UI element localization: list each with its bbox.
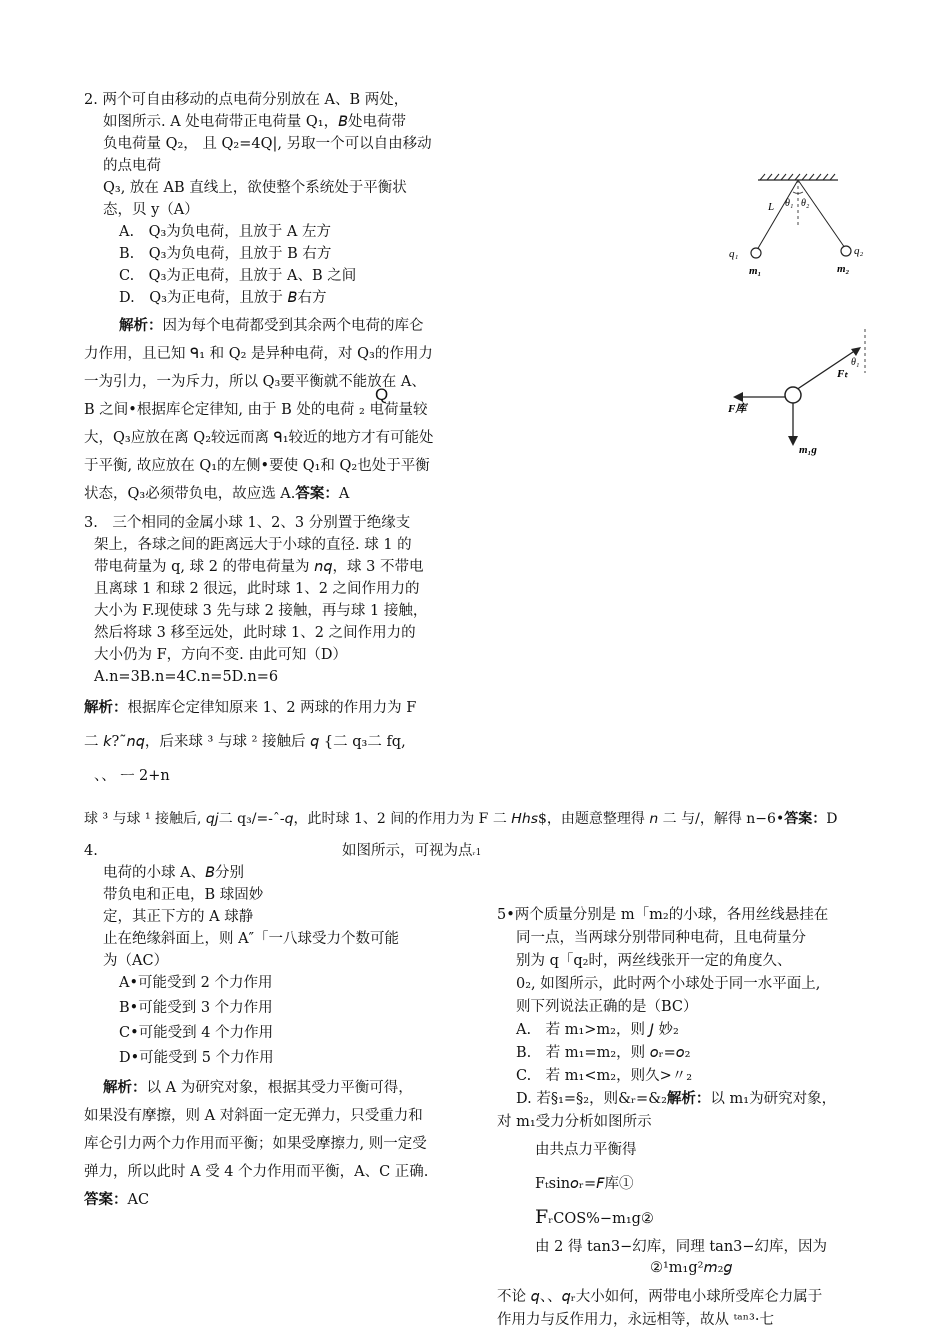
q2-option-d: D. Q₃为正电荷，且放于 𝘉右方 [119, 290, 327, 306]
q2-analysis-last [84, 483, 349, 505]
q5-eq-line4: ②¹m₁g²𝘮₂𝘨 [650, 1260, 733, 1276]
q3-stem-line: 且离球 1 和球 2 很远，此时球 1、2 之间作用力的 [94, 581, 420, 597]
q5-analysis-label: 解析： [666, 1090, 711, 1107]
q4-analysis-line: 库仑引力两个力作用而平衡；如果受摩擦力, 则一定受 [84, 1136, 427, 1152]
q2-stem-line: 负电荷量 Q₂， 且 Q₂=4Q|, 另取一个可以自由移动 [103, 136, 432, 152]
gravity-arrowhead [788, 436, 798, 446]
q3-analysis-text: 根据库仑定律知原来 1、2 两球的作用力为 F [127, 700, 417, 716]
q4-option-c: C•可能受到 4 个力作用 [119, 1025, 274, 1041]
q2-float-q: Q [375, 385, 389, 404]
q5-option-c: C. 若 m₁<m₂，则久>〃₂ [516, 1068, 693, 1084]
q5-eq2-rest: ᵣCOS%−m₁g② [548, 1211, 654, 1227]
q2-analysis-text: 状态，Q₃必须带负电，故应选 A. [84, 486, 296, 502]
q2-stem-line: 如图所示. A 处电荷带正电荷量 Q₁，𝘉处电荷带 [103, 114, 407, 130]
q4-analysis-label: 解析： [103, 1079, 147, 1096]
q3-formula-text: 球 ³ 与球 ¹ 接触后, 𝘲𝘫二 q₃/=-ˆ-𝘲，此时球 1、2 间的作用力为 F 二 𝘏𝘩𝘴$，由题意整理得 𝘯 二 与/，解得 n−6• [84, 811, 785, 827]
q4-option-b: B•可能受到 3 个力作用 [119, 1000, 273, 1016]
q5-tail-line: 作用力与反作用力，永远相等，故从 ᵗᵃⁿ³·七 [497, 1312, 774, 1328]
ball-2 [841, 246, 851, 256]
q4-answer-line [84, 1189, 149, 1211]
left-thread [757, 180, 798, 250]
q5-eq-intro: 由共点力平衡得 [535, 1142, 637, 1158]
q4-stem-line: 电荷的小球 A、𝘉分别 [103, 865, 245, 881]
q5-eq1: Fₜsin𝘰ᵣ=𝘍库① [535, 1176, 634, 1192]
label-L: L [768, 201, 775, 213]
label-ft: Fₜ [837, 368, 848, 380]
q4-stem-line: 带负电和正电，B 球固妙 [103, 887, 264, 903]
q5-stem-line: 同一点，当两球分别带同种电荷，且电荷量分 [516, 930, 806, 946]
q3-options: A.n=3B.n=4C.n=5D.n=6 [94, 669, 279, 685]
label-theta1: θ₁ [785, 198, 794, 209]
q4-analysis-first [103, 1077, 413, 1099]
q5-eq2-f: F [535, 1206, 549, 1228]
q4-stem-line: 为（AC） [103, 953, 169, 969]
label-m1: m₁ [749, 265, 762, 277]
q2-analysis-line: 大，Q₃应放在离 Q₂较远而离 ᑫ₁较近的地方才有可能处 [84, 430, 434, 446]
q2-analysis-first [119, 315, 424, 337]
q2-analysis-line: 一为引力，一为斥力，所以 Q₃要平衡就不能放在 A、 [84, 374, 426, 390]
figure-force-diagram [720, 325, 880, 465]
right-thread [798, 180, 845, 248]
q3-formula-long [84, 808, 837, 830]
q2-stem-line: 2. 两个可自由移动的点电荷分别放在 A、B 两处， [84, 92, 409, 108]
label-q2: q₂ [854, 245, 864, 257]
q5-eq-line3: 由 2 得 tan3−幻库，同理 tan3−幻库，因为 [535, 1239, 828, 1255]
q4-stem-line: 止在绝缘斜面上，则 A″「一八球受力个数可能 [103, 931, 399, 947]
label-fku: F库 [728, 403, 747, 415]
q4-option-a: A•可能受到 2 个力作用 [119, 975, 273, 991]
q5-stem-line: 0₂, 如图所示，此时两个小球处于同一水平面上, [516, 976, 821, 992]
q4-answer-label: 答案： [84, 1191, 128, 1208]
q5-stem-line: 5•两个质量分别是 m「m₂的小球，各用丝线悬挂在 [497, 907, 829, 923]
coulomb-arrowhead [733, 392, 743, 402]
label-theta2: θ₂ [801, 198, 810, 209]
q3-analysis-label: 解析： [84, 699, 128, 716]
q4-intro-mark: ᵣ1 [472, 848, 482, 858]
q3-formula-line: 二 𝘬?˜𝘯𝘲，后来球 ³ 与球 ² 接触后 𝘲 {二 q₃二 fq, [84, 734, 406, 750]
q5-stem-line: 别为 q「q₂时，两丝线张开一定的角度久、 [516, 953, 792, 969]
q2-stem-line: Q₃, 放在 AB 直线上，欲使整个系统处于平衡状 [103, 180, 407, 196]
q5-option-b: B. 若 m₁=m₂，则 𝘰ᵣ=𝘰₂ [516, 1045, 691, 1061]
q5-tail-line: 不论 𝘲、、𝘲ᵣ大小如何，两带电小球所受库仑力属于 [497, 1289, 823, 1305]
q5-stem-line: 则下列说法正确的是（BC） [516, 999, 698, 1015]
q2-analysis-label: 解析： [119, 317, 163, 334]
q5-eq2 [535, 1206, 654, 1230]
tension-arrowhead [851, 347, 861, 356]
q4-analysis-line: 弹力，所以此时 A 受 4 个力作用而平衡，A、C 正确. [84, 1164, 429, 1180]
q2-answer-label: 答案： [295, 485, 339, 502]
q2-stem-line: 态，贝 y（A） [103, 202, 199, 218]
q4-intro-text: 如图所示，可视为点 [342, 843, 473, 859]
q5-option-a: A. 若 m₁>m₂，则 𝘑 妙₂ [516, 1022, 679, 1038]
q2-option-a: A. Q₃为负电荷，且放于 A 左方 [119, 224, 331, 240]
q4-stem-line: 定，其正下方的 A 球静 [103, 909, 254, 925]
q2-answer: A [338, 486, 350, 502]
q3-stem-line: 然后将球 3 移至远处，此时球 1、2 之间作用力的 [94, 625, 416, 641]
q2-analysis-line: 于平衡, 故应放在 Q₁的左侧•要使 Q₁和 Q₂也处于平衡 [84, 458, 430, 474]
ceiling-hatch [760, 174, 835, 180]
q2-analysis-line: B 之间•根据库仑定律知, 由于 B 处的电荷 ₂ 电荷量较 [84, 402, 428, 418]
q2-analysis-line: 力作用，且已知 ᑫ₁ 和 Q₂ 是异种电荷，对 Q₃的作用力 [84, 346, 433, 362]
q4-intro [342, 840, 481, 864]
label-q1: q₁ [729, 248, 739, 260]
q4-option-d: D•可能受到 5 个力作用 [119, 1050, 274, 1066]
figure-hanging-balls [720, 170, 880, 280]
q2-option-c: C. Q₃为正电荷，且放于 A、B 之间 [119, 268, 357, 284]
q4-number: 4. [84, 843, 98, 859]
ball-m1 [785, 387, 801, 403]
label-m2: m₂ [837, 263, 850, 275]
q2-stem-line: 的点电荷 [103, 158, 161, 174]
q5-option-d: D. 若§₁=§₂，则&ᵣ=&₂ [516, 1091, 667, 1107]
q3-stem-line: 3. 三个相同的金属小球 1、2、3 分别置于绝缘支 [84, 515, 411, 531]
ball-1 [751, 248, 761, 258]
q4-analysis-text: 以 A 为研究对象，根据其受力平衡可得， [146, 1080, 413, 1096]
q5-analysis-text: 以 m₁为研究对象， [710, 1091, 837, 1107]
q2-option-b: B. Q₃为负电荷，且放于 B 右方 [119, 246, 332, 262]
q3-stem-line: 架上，各球之间的距离远大于小球的直径. 球 1 的 [94, 537, 412, 553]
label-theta1: θ₁ [851, 357, 860, 368]
q3-formula-line: 、、 ᅳ 2+n [94, 768, 170, 784]
label-weight: m₁g [799, 444, 817, 456]
q3-stem-line: 大小仍为 F，方向不变. 由此可知（D） [94, 647, 348, 663]
q5-option-d-line [516, 1088, 836, 1110]
q2-analysis-text: 因为每个电荷都受到其余两个电荷的库仑 [162, 318, 424, 334]
q3-stem-line: 带电荷量为 q, 球 2 的带电荷量为 𝘯𝘲，球 3 不带电 [94, 559, 424, 575]
q5-analysis-line: 对 m₁受力分析如图所示 [497, 1114, 652, 1130]
q3-analysis-first [84, 697, 416, 719]
q3-answer: D [826, 811, 838, 827]
q3-stem-line: 大小为 F.现使球 3 先与球 2 接触，再与球 1 接触， [94, 603, 428, 619]
q4-answer: AC [127, 1192, 150, 1208]
q3-answer-label: 答案： [784, 811, 827, 827]
q4-analysis-line: 如果没有摩擦，则 A 对斜面一定无弹力，只受重力和 [84, 1108, 423, 1124]
